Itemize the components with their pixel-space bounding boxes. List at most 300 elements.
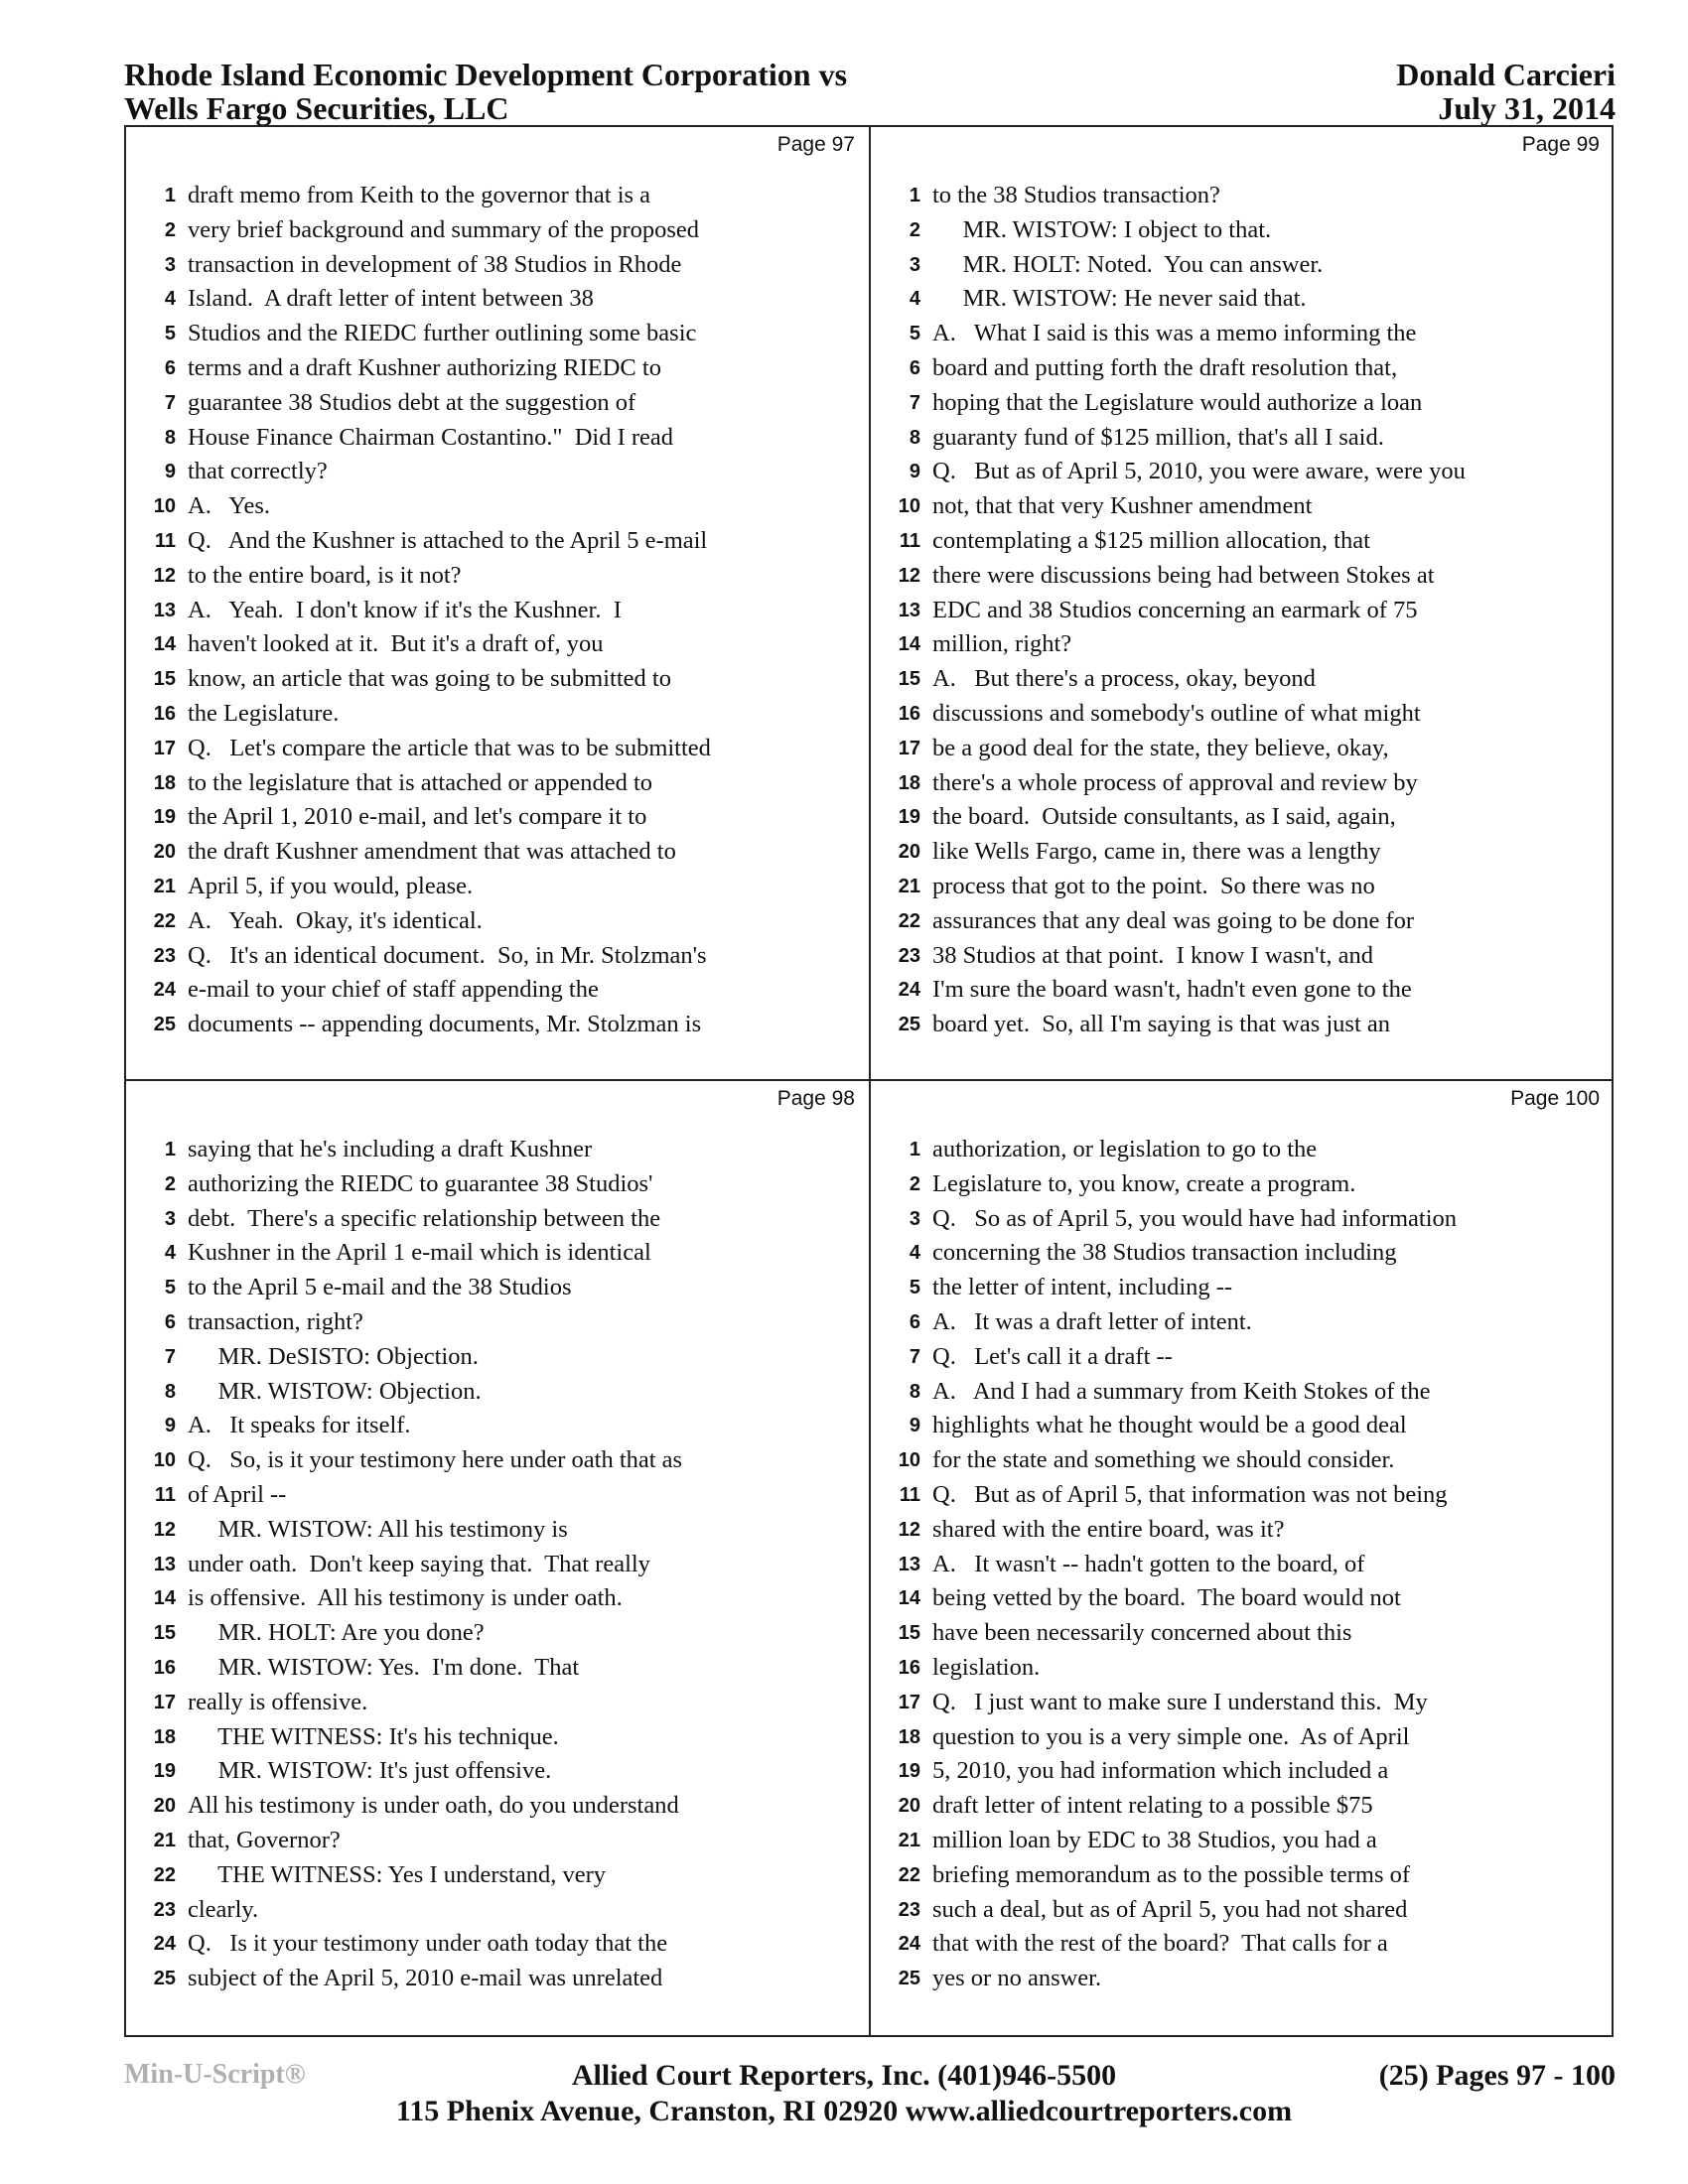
transcript-line [126,870,869,904]
footer-address: 115 Phenix Avenue, Cranston, RI 02920 www.alliedcourtreporters.com [395,2095,1293,2127]
line-text: under oath. Don't keep saying that. That really [188,1550,650,1577]
line-text: Kushner in the April 1 e-mail which is identical [188,1239,651,1267]
transcript-line [871,697,1614,732]
line-number: 17 [898,737,920,759]
line-text: such a deal, but as of April 5, you had not shared [932,1895,1408,1923]
line-number: 12 [898,1518,920,1541]
line-text: process that got to the point. So there was no [932,872,1375,899]
line-number: 1 [909,1139,920,1160]
line-text: the draft Kushner amendment that was attached to [188,838,676,866]
transcript-line [871,1375,1614,1410]
transcript-lines [871,179,1614,1042]
line-number: 11 [899,529,920,552]
line-text: shared with the entire board, was it? [932,1515,1285,1543]
line-number: 12 [898,564,920,587]
line-number: 21 [898,1829,920,1851]
line-number: 12 [153,564,176,587]
line-text: THE WITNESS: Yes I understand, very [188,1860,607,1888]
line-number: 14 [153,633,176,656]
line-text: transaction in development of 38 Studios in Rhode [188,250,682,278]
line-text: draft memo from Keith to the governor that is a [188,182,651,208]
line-text: to the 38 Studios transaction? [932,182,1220,208]
transcript-line [871,594,1614,628]
line-number: 19 [898,1760,920,1783]
line-text: board and putting forth the draft resolution that, [932,353,1398,381]
transcript-line [126,1548,869,1582]
line-number: 3 [909,1207,920,1230]
line-number: 16 [898,1656,920,1679]
transcript-line [126,1008,869,1042]
line-text: MR. HOLT: Are you done? [188,1619,485,1647]
transcript-line [871,1789,1614,1824]
line-text: Q. Is it your testimony under oath today that the [188,1930,668,1958]
line-text: Q. It's an identical document. So, in Mr. Stolzman's [188,941,707,969]
transcript-line [126,662,869,697]
line-number: 20 [898,1795,920,1818]
line-text: that, Governor? [188,1826,341,1853]
transcript-line [871,662,1614,697]
line-number: 13 [898,599,920,621]
line-text: House Finance Chairman Costantino." Did I read [188,423,674,451]
line-text: briefing memorandum as to the possible terms of [932,1860,1411,1888]
line-number: 16 [153,702,176,725]
transcript-line [871,213,1614,248]
line-text: assurances that any deal was going to be done for [932,906,1415,934]
transcript-line [126,1513,869,1548]
transcript-line [126,455,869,489]
line-text: A. But there's a process, okay, beyond [932,665,1316,693]
line-text: authorization, or legislation to go to the [932,1136,1318,1162]
line-text: documents -- appending documents, Mr. Stolzman is [188,1011,702,1038]
line-number: 6 [164,356,176,379]
line-text: A. What I said is this was a memo informing the [932,320,1417,347]
line-number: 3 [909,253,920,276]
line-text: legislation. [932,1653,1041,1681]
line-number: 23 [898,1898,920,1921]
transcript-line [126,594,869,628]
transcript-line [871,524,1614,559]
line-text: million loan by EDC to 38 Studios, you had a [932,1826,1377,1853]
line-number: 16 [898,702,920,725]
line-number: 15 [898,668,920,691]
transcript-line [871,559,1614,594]
line-text: MR. WISTOW: I object to that. [932,215,1272,243]
transcript-line [871,1409,1614,1443]
line-text: that with the rest of the board? That calls for a [932,1930,1388,1958]
deponent-name: Donald Carcieri [1396,57,1616,92]
line-number: 23 [153,1898,176,1921]
transcript-line [126,524,869,559]
line-number: 24 [898,979,920,1002]
line-number: 20 [898,841,920,864]
page-label: Page 98 [776,1087,855,1110]
line-number: 6 [909,1310,920,1333]
transcript-line [871,179,1614,213]
transcript-line [126,1167,869,1202]
line-number: 23 [153,944,176,967]
line-text: Studios and the RIEDC further outlining some basic [188,320,697,347]
line-text: A. Yeah. Okay, it's identical. [188,906,483,934]
line-text: like Wells Fargo, came in, there was a lengthy [932,838,1381,866]
line-text: MR. WISTOW: It's just offensive. [188,1757,552,1785]
transcript-line [126,1686,869,1720]
line-number: 15 [153,1622,176,1645]
line-text: million, right? [932,630,1072,658]
line-number: 13 [153,599,176,621]
transcript-line [126,1720,869,1755]
transcript-line [126,1271,869,1305]
line-text: MR. HOLT: Noted. You can answer. [932,250,1324,278]
line-text: MR. DeSISTO: Objection. [188,1342,479,1370]
line-number: 21 [153,875,176,897]
line-text: being vetted by the board. The board would not [932,1584,1401,1612]
transcript-line [126,1443,869,1478]
transcript-line [871,1616,1614,1651]
line-number: 6 [164,1310,176,1333]
line-text: to the legislature that is attached or appended to [188,768,653,796]
line-number: 7 [164,1345,176,1368]
line-number: 25 [153,1014,176,1036]
line-text: authorizing the RIEDC to guarantee 38 Studios' [188,1169,653,1197]
line-text: Q. But as of April 5, that information was not being [932,1480,1448,1508]
line-text: be a good deal for the state, they believe, okay, [932,734,1389,761]
line-number: 10 [153,1449,176,1472]
line-number: 18 [898,1725,920,1748]
line-number: 20 [153,841,176,864]
line-text: for the state and something we should consider. [932,1446,1395,1474]
line-text: is offensive. All his testimony is under oath. [188,1584,623,1612]
line-text: have been necessarily concerned about this [932,1619,1352,1647]
transcript-line [126,835,869,870]
line-text: of April -- [188,1480,287,1508]
line-text: 5, 2010, you had information which included a [932,1757,1389,1785]
line-text: guarantee 38 Studios debt at the suggestion of [188,388,636,416]
line-text: concerning the 38 Studios transaction including [932,1239,1397,1267]
transcript-line [871,1202,1614,1237]
line-text: A. And I had a summary from Keith Stokes of the [932,1377,1431,1405]
transcript-line [871,1962,1614,1996]
transcript-line [126,1202,869,1237]
line-number: 9 [164,1415,176,1437]
line-text: the April 1, 2010 e-mail, and let's compare it to [188,803,647,831]
line-text: 38 Studios at that point. I know I wasn't, and [932,941,1374,969]
transcript-line [126,421,869,456]
transcript-lines [871,1133,1614,1996]
line-number: 21 [153,1829,176,1851]
line-number: 9 [909,461,920,483]
transcript-line [871,835,1614,870]
transcript-line [871,1167,1614,1202]
line-text: to the April 5 e-mail and the 38 Studios [188,1274,572,1301]
line-text: MR. WISTOW: Yes. I'm done. That [188,1653,580,1681]
line-number: 12 [153,1518,176,1541]
line-text: THE WITNESS: It's his technique. [188,1722,559,1750]
line-text: board yet. So, all I'm saying is that was just an [932,1011,1391,1038]
transcript-line [871,939,1614,974]
transcript-page-99 [871,127,1614,1077]
transcript-line [126,1409,869,1443]
line-number: 15 [898,1622,920,1645]
line-number: 13 [153,1553,176,1575]
transcript-line [126,351,869,386]
line-number: 18 [153,771,176,794]
transcript-lines [126,1133,869,1996]
transcript-line [126,627,869,662]
line-number: 5 [909,1277,920,1299]
line-number: 13 [898,1553,920,1575]
line-number: 9 [164,461,176,483]
page-label: Page 97 [776,133,855,156]
transcript-line [871,1927,1614,1962]
footer-pages: (25) Pages 97 - 100 [1378,2059,1616,2092]
transcript-line [126,1789,869,1824]
transcript-line [871,1008,1614,1042]
transcript-line [126,1858,869,1893]
transcript-line [871,766,1614,801]
transcript-line [871,1651,1614,1686]
line-number: 3 [164,253,176,276]
line-text: EDC and 38 Studios concerning an earmark of 75 [932,596,1418,623]
transcript-line [871,1513,1614,1548]
line-number: 10 [898,495,920,518]
transcript-grid [124,125,1614,2037]
page-label: Page 99 [1521,133,1600,156]
line-text: to the entire board, is it not? [188,561,462,589]
transcript-line [871,1305,1614,1340]
deponent-block [1396,58,1616,125]
line-number: 10 [898,1449,920,1472]
case-caption [124,58,847,125]
line-text: I'm sure the board wasn't, hadn't even gone to the [932,976,1412,1004]
line-number: 1 [164,1139,176,1160]
line-number: 17 [153,1691,176,1713]
line-number: 14 [153,1587,176,1610]
line-text: Q. I just want to make sure I understand this. My [932,1688,1428,1715]
transcript-line [871,351,1614,386]
line-text: Q. But as of April 5, 2010, you were aware, were you [932,458,1466,485]
transcript-line [871,1824,1614,1858]
footer-brand: Min-U-Script® [124,2059,306,2090]
line-number: 4 [164,1242,176,1265]
transcript-line [126,1236,869,1271]
page-label: Page 100 [1510,1087,1600,1110]
line-text: debt. There's a specific relationship between the [188,1204,661,1232]
line-text: haven't looked at it. But it's a draft of, you [188,630,604,658]
transcript-line [126,1962,869,1996]
line-number: 8 [909,1380,920,1403]
line-number: 24 [153,1933,176,1956]
transcript-line [126,800,869,835]
line-text: saying that he's including a draft Kushner [188,1136,593,1162]
line-text: contemplating a $125 million allocation, that [932,526,1370,554]
line-number: 5 [164,1277,176,1299]
line-number: 1 [909,185,920,206]
transcript-line [126,732,869,766]
line-number: 8 [164,1380,176,1403]
line-number: 20 [153,1795,176,1818]
line-text: e-mail to your chief of staff appending the [188,976,599,1004]
line-text: Island. A draft letter of intent between 38 [188,285,594,313]
line-text: very brief background and summary of the proposed [188,215,700,243]
line-text: the Legislature. [188,699,340,727]
line-text: yes or no answer. [932,1965,1102,1992]
transcript-line [126,213,869,248]
transcript-line [871,627,1614,662]
transcript-line [871,1340,1614,1375]
transcript-line [126,282,869,317]
line-number: 8 [164,426,176,449]
line-text: MR. WISTOW: He never said that. [932,285,1307,313]
line-text: there's a whole process of approval and review by [932,768,1418,796]
line-number: 2 [164,218,176,241]
line-number: 24 [153,979,176,1002]
transcript-line [126,559,869,594]
line-number: 25 [898,1014,920,1036]
line-number: 7 [164,391,176,414]
line-text: transaction, right? [188,1307,363,1335]
transcript-line [871,1236,1614,1271]
line-number: 5 [164,323,176,345]
transcript-line [126,1478,869,1513]
transcript-line [871,1478,1614,1513]
line-text: highlights what he thought would be a good deal [932,1412,1407,1439]
line-text: Q. So, is it your testimony here under oath that as [188,1446,683,1474]
transcript-line [871,732,1614,766]
line-number: 23 [898,944,920,967]
transcript-line [871,1548,1614,1582]
line-number: 11 [154,529,176,552]
line-number: 3 [164,1207,176,1230]
transcript-line [126,1133,869,1167]
deposition-date: July 31, 2014 [1438,90,1616,126]
line-text: hoping that the Legislature would authorize a loan [932,388,1423,416]
transcript-line [126,939,869,974]
line-number: 1 [164,185,176,206]
transcript-line [871,1893,1614,1928]
line-number: 10 [153,495,176,518]
line-text: clearly. [188,1895,259,1923]
transcript-line [871,455,1614,489]
transcript-line [871,489,1614,524]
line-number: 7 [909,1345,920,1368]
line-number: 21 [898,875,920,897]
footer-company: Allied Court Reporters, Inc. (401)946-5500 [571,2059,1117,2092]
line-number: 14 [898,1587,920,1610]
line-number: 11 [899,1483,920,1506]
transcript-line [871,317,1614,351]
transcript-line [871,870,1614,904]
line-number: 11 [154,1483,176,1506]
line-text: A. It speaks for itself. [188,1412,411,1439]
transcript-line [126,1927,869,1962]
line-text: terms and a draft Kushner authorizing RIEDC to [188,353,661,381]
transcript-line [871,248,1614,283]
line-number: 16 [153,1656,176,1679]
transcript-line [871,904,1614,939]
line-text: really is offensive. [188,1688,368,1715]
line-text: Q. So as of April 5, you would have had information [932,1204,1458,1232]
transcript-line [871,1581,1614,1616]
line-number: 22 [153,1863,176,1886]
case-caption-line1: Rhode Island Economic Development Corporation vs [124,57,848,92]
line-text: the board. Outside consultants, as I said, again, [932,803,1396,831]
line-text: A. Yeah. I don't know if it's the Kushner. I [188,596,622,623]
line-number: 4 [909,1242,920,1265]
line-number: 9 [909,1415,920,1437]
line-number: 15 [153,668,176,691]
transcript-line [126,904,869,939]
line-text: there were discussions being had between Stokes at [932,561,1435,589]
transcript-line [871,282,1614,317]
transcript-line [871,1271,1614,1305]
transcript-line [871,421,1614,456]
line-text: that correctly? [188,458,328,485]
line-number: 22 [898,909,920,932]
line-number: 14 [898,633,920,656]
line-number: 22 [153,909,176,932]
transcript-line [126,248,869,283]
line-number: 2 [164,1172,176,1195]
transcript-line [871,800,1614,835]
line-number: 4 [164,288,176,311]
line-text: Q. Let's call it a draft -- [932,1342,1173,1370]
line-text: the letter of intent, including -- [932,1274,1233,1301]
line-text: not, that that very Kushner amendment [932,492,1313,520]
case-caption-line2: Wells Fargo Securities, LLC [124,90,509,126]
line-text: A. It wasn't -- hadn't gotten to the board, of [932,1550,1365,1577]
transcript-line [126,766,869,801]
transcript-line [871,1858,1614,1893]
transcript-line [126,697,869,732]
line-text: MR. WISTOW: Objection. [188,1377,482,1405]
line-number: 25 [898,1968,920,1990]
line-number: 17 [898,1691,920,1713]
line-number: 19 [898,806,920,829]
transcript-line [126,317,869,351]
line-number: 2 [909,218,920,241]
transcript-page-100 [871,1081,1614,2031]
transcript-page-98 [126,1081,869,2031]
line-text: Q. Let's compare the article that was to be submitted [188,734,711,761]
line-number: 4 [909,288,920,311]
line-number: 17 [153,737,176,759]
line-text: MR. WISTOW: All his testimony is [188,1515,568,1543]
line-number: 5 [909,323,920,345]
line-text: guaranty fund of $125 million, that's all I said. [932,423,1384,451]
transcript-line [126,1375,869,1410]
transcript-line [871,386,1614,421]
transcript-lines [126,179,869,1042]
line-number: 19 [153,806,176,829]
line-number: 18 [898,771,920,794]
line-number: 19 [153,1760,176,1783]
line-number: 25 [153,1968,176,1990]
transcript-line [126,973,869,1008]
transcript-line [871,1133,1614,1167]
transcript-line [126,1754,869,1789]
line-number: 18 [153,1725,176,1748]
line-number: 2 [909,1172,920,1195]
line-text: draft letter of intent relating to a possible $75 [932,1792,1373,1820]
transcript-line [126,1893,869,1928]
line-text: Legislature to, you know, create a program. [932,1169,1356,1197]
line-text: A. Yes. [188,492,271,520]
transcript-line [126,1305,869,1340]
transcript-line [126,489,869,524]
line-text: question to you is a very simple one. As of April [932,1722,1410,1750]
transcript-line [126,1824,869,1858]
line-text: All his testimony is under oath, do you understand [188,1792,679,1820]
